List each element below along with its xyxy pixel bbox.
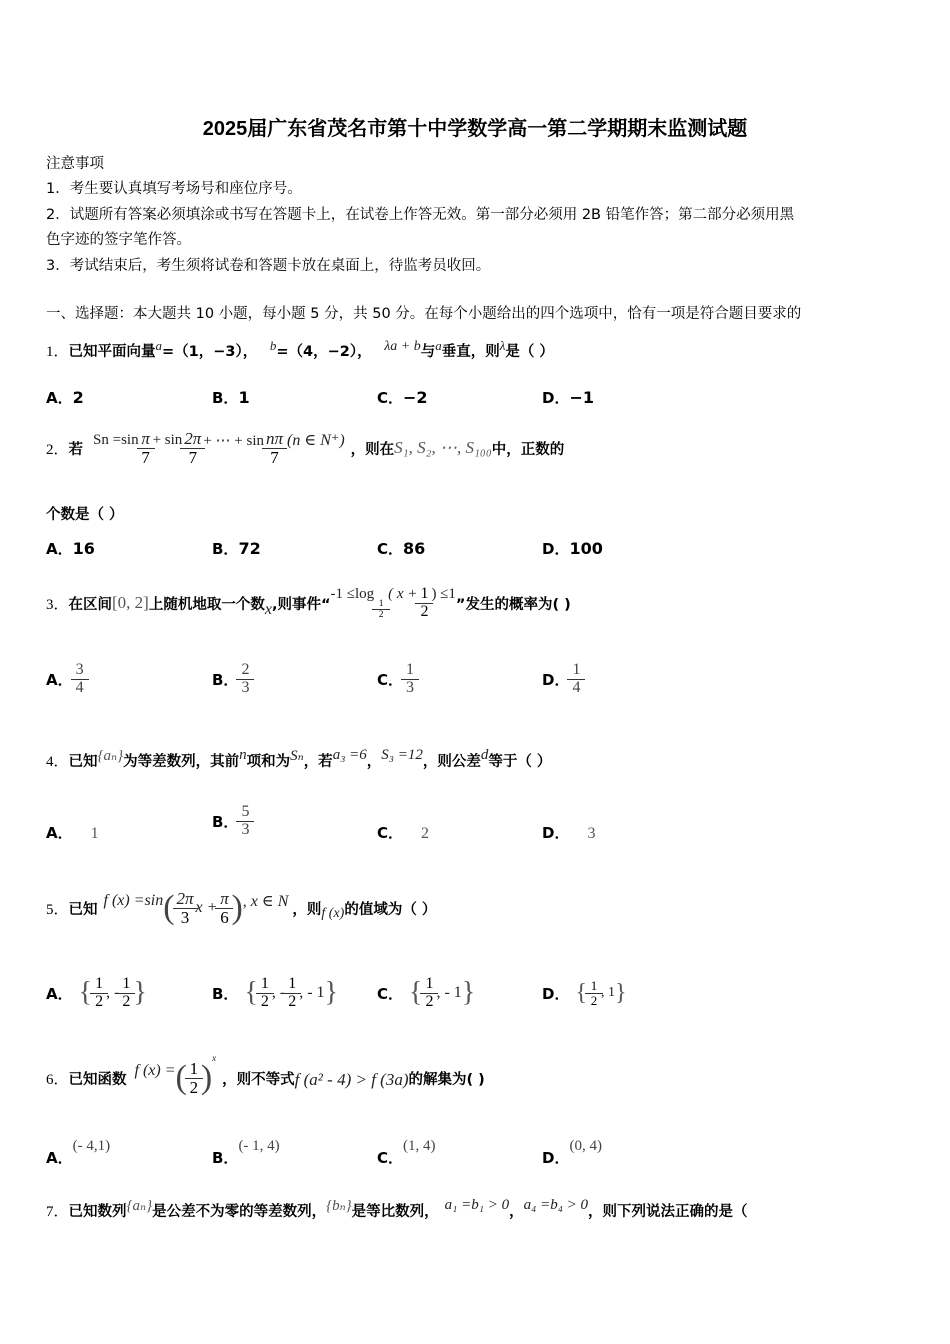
option-value: −2 (403, 388, 428, 407)
q1-text-4: 与 (420, 343, 436, 360)
frac-num: 1 (189, 1058, 199, 1078)
option-frac (238, 804, 252, 839)
q6-frac (187, 1060, 201, 1097)
q2-frac-2 (182, 430, 203, 467)
page-title: 2025届广东省茂名市第十中学数学高一第二学期期末监测试题 (202, 118, 748, 140)
frac-num: 2 (241, 660, 250, 678)
q6-text: 已知函数 (68, 1071, 127, 1088)
notice-item-2: 2．试题所有答案必须填涂或书写在答题卡上，在试卷上作答无效。第一部分必须用 2B 铅笔作答；第二部分必须用黑 (46, 207, 795, 223)
q6-option-b[interactable] (212, 1134, 280, 1168)
frac-den: 7 (188, 447, 198, 467)
notice-item-2-cont: 色字迹的签字笔作答。 (46, 232, 191, 248)
q7-text-5: ，则下列说法正确的是（ (588, 1203, 748, 1220)
option-value: −1 (569, 388, 594, 407)
option-value: 72 (238, 539, 261, 558)
frac-num: 2π (176, 888, 194, 908)
q2-formula-domain: (n ∈ N⁺) (287, 432, 345, 449)
option-label: A． (46, 824, 73, 842)
option-label: C． (377, 1149, 404, 1167)
q7-number: 7． (46, 1203, 69, 1220)
q4-d: d (480, 746, 489, 763)
q3-option-d[interactable] (542, 654, 583, 704)
q3-ineq-right: ) ≤1 (431, 585, 456, 602)
frac-num: 1 (572, 660, 581, 678)
option-label: C． (377, 389, 404, 407)
frac-num: 1 (288, 974, 297, 992)
option-sep: , - (271, 984, 286, 1001)
option-label: B． (212, 812, 239, 831)
frac-den: 2 (420, 602, 429, 620)
option-label: B． (212, 984, 239, 1003)
frac-den: 2 (189, 1077, 199, 1097)
frac-num: π (141, 428, 150, 448)
frac-num: 3 (75, 660, 84, 678)
frac-den: 4 (75, 678, 84, 696)
q2-formula-plus2: + ⋯ + sin (203, 432, 265, 449)
q7-seq-a: {aₙ} (126, 1197, 153, 1214)
q4-text-7: 等于（ ） (488, 753, 552, 770)
frac-num: 1 (260, 974, 269, 992)
q1-option-c[interactable] (377, 387, 428, 408)
q5-option-a[interactable] (46, 968, 147, 1018)
frac-den: 6 (220, 907, 229, 927)
q6-text-2: ，则不等式 (222, 1071, 295, 1088)
frac-num: 5 (241, 802, 250, 820)
q1-vec-b: b (269, 338, 277, 353)
option-label: A． (46, 1149, 73, 1167)
option-frac (238, 662, 252, 697)
q2-frac-1 (139, 430, 153, 467)
q2-text-4: 个数是（ ） (46, 507, 124, 523)
option-frac (92, 976, 106, 1011)
option-label: D． (542, 670, 570, 689)
frac-den: 7 (270, 447, 279, 467)
question-5 (46, 880, 436, 936)
option-value: 3 (587, 825, 596, 842)
q7-cond-1: a₁ =b₁ > 0 (444, 1196, 510, 1213)
q7-cond-2: a₄ =b₄ > 0 (523, 1196, 589, 1213)
q4-sequence: {aₙ} (97, 747, 124, 764)
frac-num: 2π (184, 428, 202, 448)
q4-Sn: Sₙ (290, 747, 304, 764)
q5-text-2: ，则 (292, 901, 322, 918)
q5-number: 5． (46, 901, 69, 918)
q6-exponent: x (212, 1053, 217, 1063)
q6-paren-close: ) (200, 1059, 213, 1096)
q2-option-d[interactable] (542, 538, 603, 559)
frac-den: 2 (122, 992, 131, 1010)
q3-number: 3． (46, 596, 69, 613)
question-2 (46, 423, 564, 473)
q2-frac-3 (264, 430, 285, 467)
q2-option-b[interactable] (212, 538, 261, 559)
option-label: D． (542, 984, 570, 1003)
q3-option-c[interactable] (377, 654, 417, 704)
brace-close: } (133, 977, 147, 1008)
q3-option-a[interactable] (46, 654, 87, 704)
q6-option-c[interactable] (377, 1134, 436, 1168)
option-value: 2 (72, 388, 84, 407)
frac-den: 2 (425, 992, 434, 1010)
q3-text-4: ”发生的概率为( ) (455, 596, 571, 613)
notice-item-1: 1．考生要认真填写考场号和座位序号。 (46, 181, 302, 197)
q3-ineq-left: -1 ≤log (330, 585, 375, 602)
q1-text: 已知平面向量 (68, 343, 156, 360)
q4-text: 已知 (68, 753, 98, 770)
q1-text-5: 垂直，则 (441, 343, 500, 360)
option-label: D． (542, 540, 570, 558)
option-frac (422, 976, 436, 1011)
q2-number: 2． (46, 441, 69, 458)
q4-cond-1: a₃ =6 (332, 746, 367, 763)
option-label: A． (46, 670, 73, 689)
brace-close: } (324, 977, 338, 1008)
q5-option-c[interactable] (377, 968, 475, 1018)
option-label: C． (377, 540, 404, 558)
q1-text-2: =（1，−3）， (162, 343, 258, 360)
q5-paren-open: ( (163, 889, 175, 926)
frac-num: 1 (425, 974, 434, 992)
option-frac (73, 662, 87, 697)
option-frac (403, 662, 417, 697)
frac-num: nπ (266, 428, 284, 448)
frac-num: 1 (590, 977, 598, 993)
q6-number: 6． (46, 1071, 69, 1088)
frac-den: 2 (378, 608, 384, 619)
q7-text-3: 是等比数列， (351, 1203, 439, 1220)
q2-formula-lhs: Sn =sin (93, 431, 139, 448)
q2-text: 若 (68, 441, 84, 458)
option-label: A． (46, 389, 73, 407)
option-tail: , - 1 (299, 984, 325, 1001)
brace-open: { (244, 977, 258, 1008)
q3-half (417, 586, 431, 621)
q1-number: 1． (46, 343, 69, 360)
q4-text-3: 项和为 (246, 753, 291, 770)
q4-n: n (239, 746, 247, 763)
q1-option-b[interactable] (212, 387, 250, 408)
q5-fx: f (x) (321, 906, 345, 921)
option-value: 100 (569, 539, 603, 558)
q3-x: x (264, 601, 272, 618)
q2-sequence: S₁, S₂, ⋯, S₁₀₀ (394, 438, 492, 457)
frac-num: 1 (406, 660, 415, 678)
option-label: B． (212, 540, 239, 558)
q1-text-3: =（4，−2）， (276, 343, 372, 360)
q7-text: 已知数列 (68, 1203, 127, 1220)
q5-option-b[interactable] (212, 968, 338, 1018)
option-value: 16 (72, 539, 95, 558)
q4-number: 4． (46, 753, 69, 770)
q6-option-d[interactable] (542, 1134, 602, 1168)
q2-formula-plus1: + sin (152, 431, 183, 448)
option-value: 86 (403, 539, 426, 558)
q4-text-2: 为等差数列，其前 (123, 753, 240, 770)
q3-ineq-mid: ( x + (388, 585, 418, 602)
q3-log-base (374, 599, 388, 619)
question-4 (46, 743, 551, 777)
option-value: (- 1, 4) (238, 1138, 280, 1154)
option-value: 1 (90, 825, 99, 842)
q2-option-a[interactable] (46, 538, 95, 559)
frac-num: 1 (420, 584, 429, 602)
q3-text-3: ,则事件“ (271, 596, 331, 613)
section-heading: 一、选择题：本大题共 10 小题，每小题 5 分，共 50 分。在每个小题给出的四个选项中，恰有一项是符合题目要求的 (46, 306, 802, 322)
option-frac (569, 662, 583, 697)
q4-text-6: ，则公差 (422, 753, 481, 770)
q4-option-a[interactable] (46, 822, 99, 843)
option-label: B． (212, 1149, 239, 1167)
q4-option-c[interactable] (377, 822, 429, 843)
question-7 (46, 1192, 748, 1228)
q6-paren-open: ( (175, 1059, 187, 1096)
option-label: D． (542, 1149, 570, 1167)
q4-text-5: ， (366, 753, 382, 770)
option-label: D． (542, 824, 570, 842)
frac-num: 1 (378, 598, 384, 609)
q5-f-left: f (x) =sin (103, 892, 164, 909)
q5-domain: , x ∈ N (242, 893, 289, 910)
q4-option-d[interactable] (542, 822, 595, 843)
q2-text-3: 中，正数的 (491, 441, 565, 458)
q1-text-6: 是（ ） (505, 343, 554, 360)
option-label: B． (212, 670, 239, 689)
option-frac (587, 979, 601, 1007)
option-sep: , - (106, 984, 120, 1001)
option-tail: , 1 (600, 985, 615, 1000)
option-value: (1, 4) (403, 1138, 436, 1154)
option-value: (- 4,1) (72, 1138, 111, 1154)
frac-den: 3 (241, 678, 250, 696)
q7-seq-b: {bₙ} (326, 1197, 352, 1214)
option-value: 1 (238, 388, 250, 407)
frac-den: 2 (590, 992, 598, 1008)
q6-option-a[interactable] (46, 1134, 110, 1168)
q6-inequality: f (a² - 4) > f (3a) (294, 1070, 409, 1089)
option-frac-2 (285, 976, 299, 1011)
frac-den: 2 (288, 992, 297, 1010)
q3-text: 在区间 (68, 596, 113, 613)
brace-open: { (575, 979, 587, 1006)
brace-open: { (409, 977, 423, 1008)
option-value: (0, 4) (569, 1138, 602, 1154)
option-tail: , - 1 (436, 984, 462, 1001)
q6-f-left: f (x) = (134, 1062, 176, 1079)
frac-den: 2 (95, 992, 104, 1010)
q1-option-a[interactable] (46, 387, 84, 408)
q2-text-2: ，则在 (350, 441, 395, 458)
frac-den: 2 (260, 992, 269, 1010)
option-label: A． (46, 984, 73, 1003)
brace-open: { (78, 977, 93, 1008)
question-6 (46, 1050, 485, 1106)
q5-text-3: 的值域为（ ） (344, 901, 437, 918)
q3-text-2: 上随机地取一个数 (148, 596, 265, 613)
q4-text-4: ，若 (303, 753, 333, 770)
q3-interval: [0, 2] (112, 593, 149, 612)
q1-vec-a: a (155, 338, 163, 353)
notice-item-3: 3．考试结束后，考生须将试卷和答题卡放在桌面上，待监考员收回。 (46, 258, 491, 274)
q1-lambda: λ (499, 338, 506, 353)
frac-den: 4 (572, 678, 581, 696)
q4-option-b[interactable] (212, 796, 252, 846)
q1-expression: λa + b (384, 339, 421, 354)
q5-paren-close: ) (231, 889, 243, 926)
notice-heading: 注意事项 (46, 156, 104, 172)
frac-den: 3 (406, 678, 415, 696)
q7-text-2: 是公差不为零的等差数列， (152, 1203, 327, 1220)
option-value: 2 (421, 825, 430, 842)
q1-option-d[interactable] (542, 387, 594, 408)
q2-option-c[interactable] (377, 538, 425, 559)
frac-num: π (220, 888, 229, 908)
brace-close: } (461, 977, 476, 1008)
q3-option-b[interactable] (212, 654, 252, 704)
option-frac-2 (119, 976, 133, 1011)
frac-den: 7 (141, 447, 150, 467)
brace-close: } (614, 979, 627, 1006)
frac-num: 1 (122, 974, 131, 992)
frac-den: 3 (241, 820, 250, 838)
q5-frac-a (175, 890, 196, 927)
q6-text-3: 的解集为( ) (408, 1071, 485, 1088)
q5-frac-b (217, 890, 231, 927)
question-1 (46, 338, 554, 361)
q7-text-4: ， (509, 1203, 524, 1220)
q5-x-plus: x + (195, 899, 218, 916)
frac-den: 3 (180, 907, 190, 927)
q5-text: 已知 (68, 901, 98, 918)
option-label: B． (212, 389, 239, 407)
option-label: C． (377, 670, 404, 689)
q5-option-d[interactable] (542, 968, 627, 1018)
option-label: A． (46, 540, 73, 558)
q1-vec-a-2: a (435, 338, 442, 353)
option-label: C． (377, 984, 404, 1003)
question-3 (46, 578, 571, 628)
frac-num: 1 (95, 974, 104, 992)
option-frac (258, 976, 272, 1011)
q4-cond-2: S₃ =12 (381, 746, 423, 763)
option-label: D． (542, 389, 570, 407)
option-label: C． (377, 824, 404, 842)
